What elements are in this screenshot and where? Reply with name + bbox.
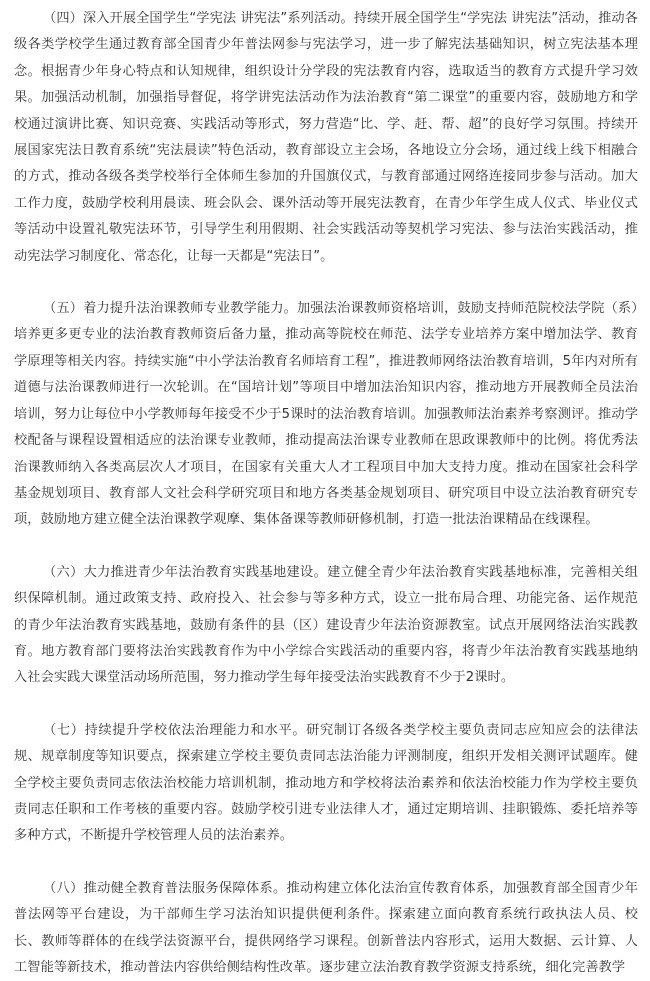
paragraph-7: （七）持续提升学校依法治理能力和水平。研究制订各级各类学校主要负责同志应知应会的法律法规、规章制度等知识要点，探索建立学校主要负责同志法治能力评测制度，组织开发相关测评试题库。健全学校主要负责同志依法治校能力培训机制，推动地方和学校将法治素养和依法治校能力作为学校主要负责同志任职和工作考核的重要内容。鼓励学校引进专业法律人才，通过定期培训、挂职锻炼、委托培养等多种方式，不断提升学校管理人员的法治素养。	[14, 722, 638, 844]
paragraph-5: （五）着力提升法治课教师专业教学能力。加强法治课教师资格培训，鼓励支持师范院校法学院（系）培养更多更专业的法治教育教师资后备力量，推动高等院校在师范、法学专业培养方案中增加法学、教育学原理等相关内容。持续实施“中小学法治教育名师培育工程”，推进教师网络法治教育培训，5年内对所有道德与法治课教师进行一次轮训。在“国培计划”等项目中增加法治知识内容，推动地方开展教师全员法治培训，努力让每位中小学教师每年接受不少于5课时的法治教育培训。加强教师法治素养考察测评。推动学校配备与课程设置相适应的法治课专业教师，推动提高法治课专业教师在思政课教师中的比例。将优秀法治课教师纳入各类高层次人才项目，在国家有关重大人才工程项目中加大支持力度。推动在国家社会科学基金规划项目、教育部人文社会科学研究项目和地方各类基金规划项目、研究项目中设立法治教育研究专项，鼓励地方建立健全法治课教学观摩、集体备课等教师研修机制，打造一批法治课精品在线课程。	[14, 301, 638, 528]
paragraph-4: （四）深入开展全国学生“学宪法 讲宪法”系列活动。持续开展全国学生“学宪法 讲宪法”活动，推动各级各类学校学生通过教育部全国青少年普法网参与宪法学习，进一步了解宪法基础知识，树立宪法基本理念。根据青少年身心特点和认知规律，组织设计分学段的宪法教育内容，选取适当的教育方式提升学习效果。加强活动机制，加强指导督促，将学讲宪法活动作为法治教育“第二课堂”的重要内容，鼓励地方和学校通过演讲比赛、知识竞赛、实践活动等形式，努力营造“比、学、赶、帮、超”的良好学习氛围。持续开展国家宪法日教育系统“宪法晨读”特色活动，教育部设立主会场，各地设立分会场，通过线上线下相融合的方式，推动各级各类学校举行全体师生参加的升国旗仪式，与教育部通过网络连接同步参与活动。加大工作力度，鼓励学校利用晨读、班会队会、课外活动等开展宪法教育，在青少年学生成人仪式、毕业仪式等活动中设置礼敬宪法环节，引导学生利用假期、社会实践活动等契机学习宪法、参与法治实践活动，推动宪法学习制度化、常态化，让每一天都是“宪法日”。	[14, 11, 638, 264]
paragraph-8: （八）推动健全教育普法服务保障体系。推动构建立体化法治宣传教育体系，加强教育部全国青少年普法网等平台建设，为干部师生学习法治知识提供便利条件。探索建立面向教育系统行政执法人员、校长、教师等群体的在线学法资源平台，提供网络学习课程。创新普法内容形式，运用大数据、云计算、人工智能等新技术，推动普法内容供给侧结构性改革。逐步建立法治教育教学资源支持系统，细化完善教学	[14, 880, 638, 975]
paragraph-6: （六）大力推进青少年法治教育实践基地建设。建立健全青少年法治教育实践基地标准，完善相关组织保障机制。通过政策支持、政府投入、社会参与等多种方式，设立一批布局合理、功能完备、运作规范的青少年法治教育实践基地，鼓励有条件的县（区）建设青少年法治资源教室。试点开展网络法治实践教育。地方教育部门要将法治实践教育作为中小学综合实践活动的重要内容，将青少年法治教育实践基地纳入社会实践大课堂活动场所范围，努力推动学生每年接受法治实践教育不少于2课时。	[14, 564, 638, 686]
